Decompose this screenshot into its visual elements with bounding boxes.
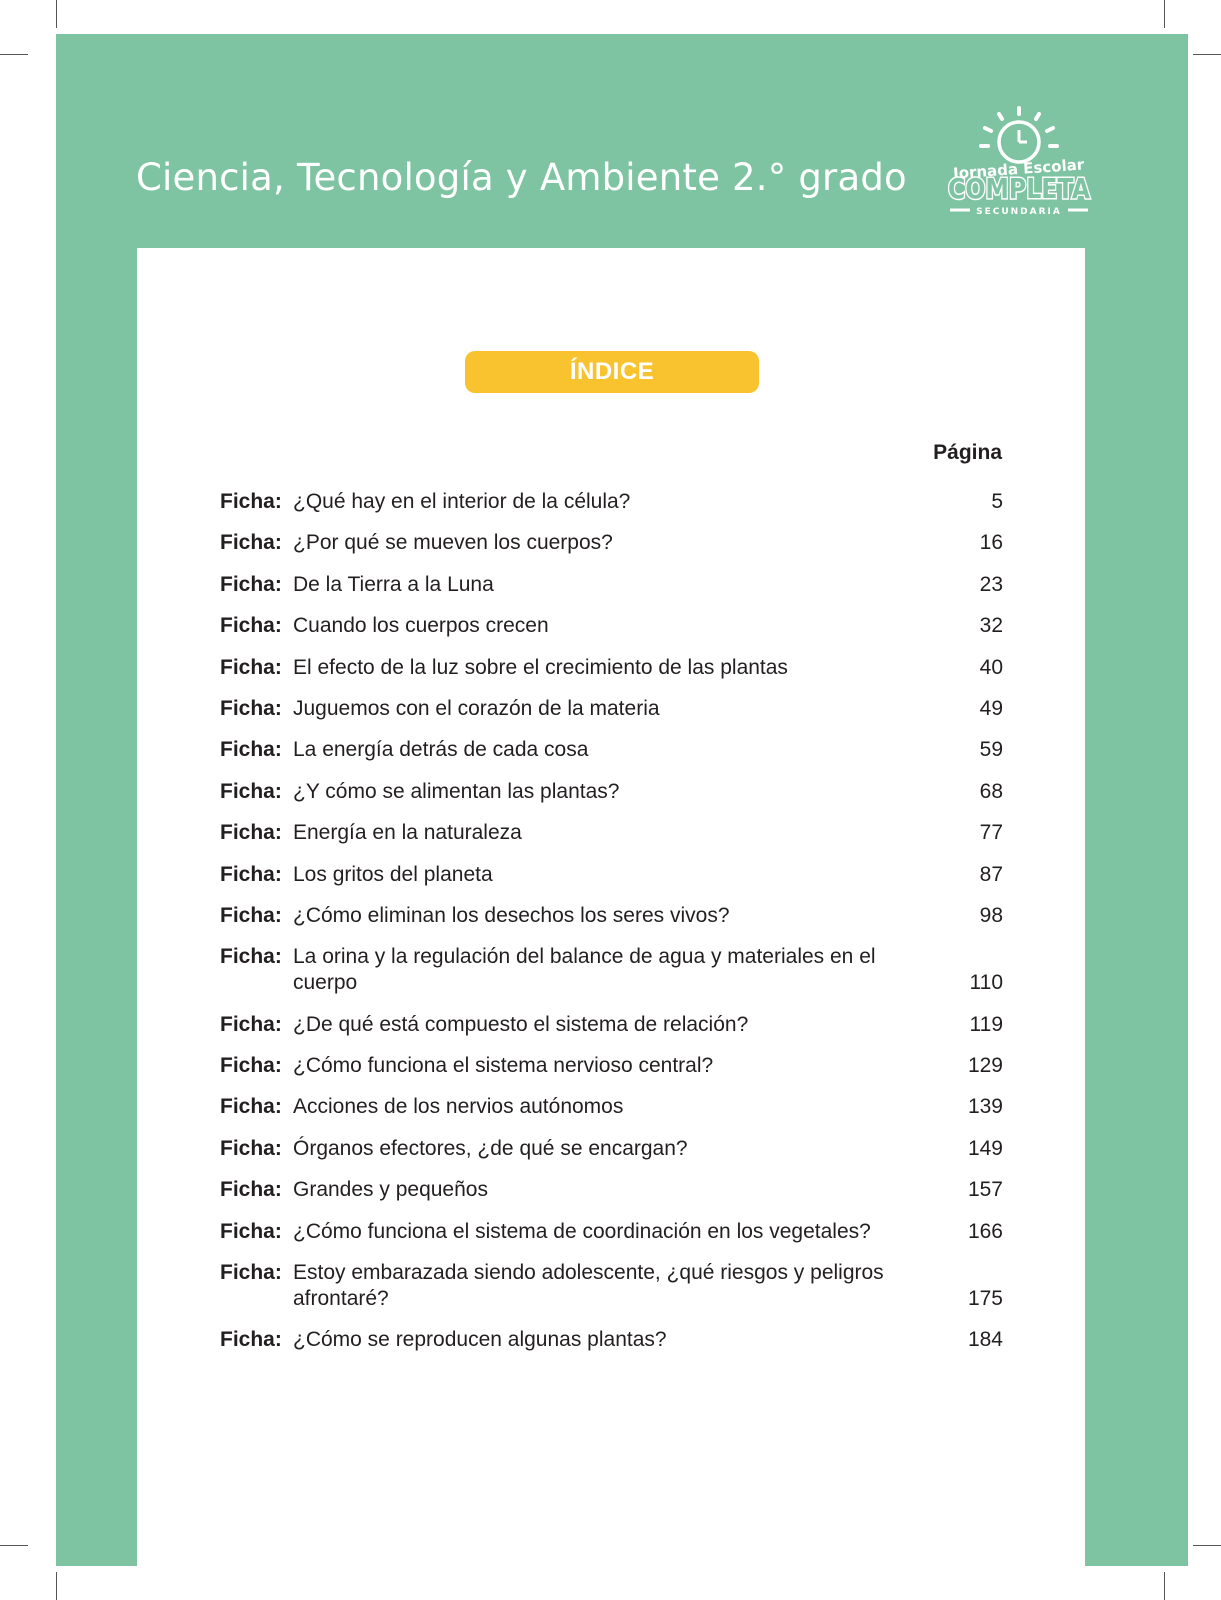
toc-entry[interactable] [220, 737, 1003, 763]
entry-title: La orina y la regulación del balance de agua y materiales en el cuerpo [293, 945, 876, 995]
entry-page-number: 59 [979, 738, 1003, 762]
entry-title: ¿Cómo funciona el sistema de coordinación en los vegetales? [293, 1219, 871, 1243]
entry-page-number: 149 [967, 1136, 1003, 1160]
entry-label: Ficha: [220, 1178, 282, 1202]
entry-title: ¿Cómo funciona el sistema nervioso central? [293, 1054, 714, 1078]
crop-mark [1193, 54, 1221, 55]
toc-entry[interactable] [220, 1053, 1003, 1079]
entry-page-number: 175 [967, 1287, 1003, 1311]
entry-title: ¿De qué está compuesto el sistema de relación? [293, 1012, 749, 1036]
logo-line-3: SECUNDARIA [976, 207, 1062, 217]
entry-label: Ficha: [220, 945, 282, 969]
entry-page-number: 68 [979, 779, 1003, 803]
toc-entry[interactable] [220, 1094, 1003, 1120]
crop-mark [1193, 1545, 1221, 1546]
entry-page-number: 139 [967, 1095, 1003, 1119]
entry-label: Ficha: [220, 572, 282, 596]
entry-title: ¿Cómo eliminan los desechos los seres vivos? [293, 903, 730, 927]
toc-entry[interactable] [220, 572, 1003, 598]
entry-title: ¿Cómo se reproducen algunas plantas? [293, 1328, 667, 1352]
toc-entry[interactable] [220, 1260, 1003, 1312]
toc-entry[interactable] [220, 613, 1003, 639]
crop-mark [1164, 1572, 1165, 1600]
book-title: Ciencia, Tecnología y Ambiente 2.° grado [136, 156, 907, 199]
toc-entry[interactable] [220, 1177, 1003, 1203]
entry-page-number: 32 [979, 614, 1003, 638]
toc-entry[interactable] [220, 655, 1003, 681]
entry-page-number: 184 [967, 1328, 1003, 1352]
entry-label: Ficha: [220, 903, 282, 927]
toc-entry[interactable] [220, 862, 1003, 888]
logo-line-1: Jornada Escolar [952, 155, 1085, 183]
entry-title: ¿Y cómo se alimentan las plantas? [293, 779, 620, 803]
entry-title: Energía en la naturaleza [293, 821, 522, 845]
entry-page-number: 49 [979, 696, 1003, 720]
logo-line-2: COMPLETA [948, 172, 1091, 205]
entry-page-number: 119 [969, 1012, 1003, 1036]
entry-title: Estoy embarazada siendo adolescente, ¿qué riesgos y peligros afrontaré? [293, 1261, 884, 1311]
entry-label: Ficha: [220, 1095, 282, 1119]
toc-entry[interactable] [220, 903, 1003, 929]
toc-entry[interactable] [220, 944, 1003, 996]
entry-label: Ficha: [220, 821, 282, 845]
entry-page-number: 23 [979, 572, 1003, 596]
toc-entry[interactable] [220, 696, 1003, 722]
entry-page-number: 157 [967, 1178, 1003, 1202]
entry-label: Ficha: [220, 490, 282, 513]
entry-label: Ficha: [220, 1219, 282, 1243]
entry-label: Ficha: [220, 779, 282, 803]
entry-page-number: 110 [969, 971, 1003, 995]
entry-title: ¿Qué hay en el interior de la célula? [293, 490, 631, 513]
toc-entry[interactable] [220, 1012, 1003, 1038]
clock-sun-icon [981, 108, 1057, 162]
crop-mark [56, 1572, 57, 1600]
crop-mark [0, 54, 28, 55]
crop-mark [56, 0, 57, 28]
entry-page-number: 16 [979, 531, 1003, 555]
entry-title: Cuando los cuerpos crecen [293, 614, 549, 638]
entry-page-number: 40 [979, 655, 1003, 679]
entry-page-number: 87 [979, 862, 1003, 886]
toc-entry[interactable] [220, 489, 1003, 515]
entry-label: Ficha: [220, 531, 282, 555]
entry-title: Órganos efectores, ¿de qué se encargan? [293, 1136, 688, 1160]
entry-label: Ficha: [220, 614, 282, 638]
entry-page-number: 98 [979, 903, 1003, 927]
table-of-contents [220, 489, 1003, 1369]
entry-title: Acciones de los nervios autónomos [293, 1095, 624, 1119]
entry-label: Ficha: [220, 1261, 282, 1285]
toc-entry[interactable] [220, 530, 1003, 556]
toc-entry[interactable] [220, 1327, 1003, 1353]
entry-title: De la Tierra a la Luna [293, 572, 494, 596]
entry-page-number: 129 [967, 1054, 1003, 1078]
page-column-header: Página [933, 441, 1002, 464]
entry-label: Ficha: [220, 1012, 282, 1036]
entry-title: Los gritos del planeta [293, 862, 493, 886]
entry-title: Grandes y pequeños [293, 1178, 488, 1202]
entry-label: Ficha: [220, 1054, 282, 1078]
toc-entry[interactable] [220, 1219, 1003, 1245]
index-heading: ÍNDICE [465, 351, 759, 393]
entry-title: La energía detrás de cada cosa [293, 738, 589, 762]
entry-title: Juguemos con el corazón de la materia [293, 696, 660, 720]
entry-label: Ficha: [220, 696, 282, 720]
toc-entry[interactable] [220, 1136, 1003, 1162]
entry-label: Ficha: [220, 1136, 282, 1160]
entry-page-number: 5 [991, 490, 1003, 513]
entry-page-number: 166 [967, 1219, 1003, 1243]
entry-title: ¿Por qué se mueven los cuerpos? [293, 531, 613, 555]
entry-label: Ficha: [220, 738, 282, 762]
entry-title: El efecto de la luz sobre el crecimiento de las plantas [293, 655, 788, 679]
crop-mark [1164, 0, 1165, 28]
jornada-escolar-logo [944, 104, 1094, 220]
toc-entry[interactable] [220, 779, 1003, 805]
toc-entry[interactable] [220, 820, 1003, 846]
entry-page-number: 77 [979, 821, 1003, 845]
entry-label: Ficha: [220, 1328, 282, 1352]
entry-label: Ficha: [220, 862, 282, 886]
crop-mark [0, 1545, 28, 1546]
entry-label: Ficha: [220, 655, 282, 679]
